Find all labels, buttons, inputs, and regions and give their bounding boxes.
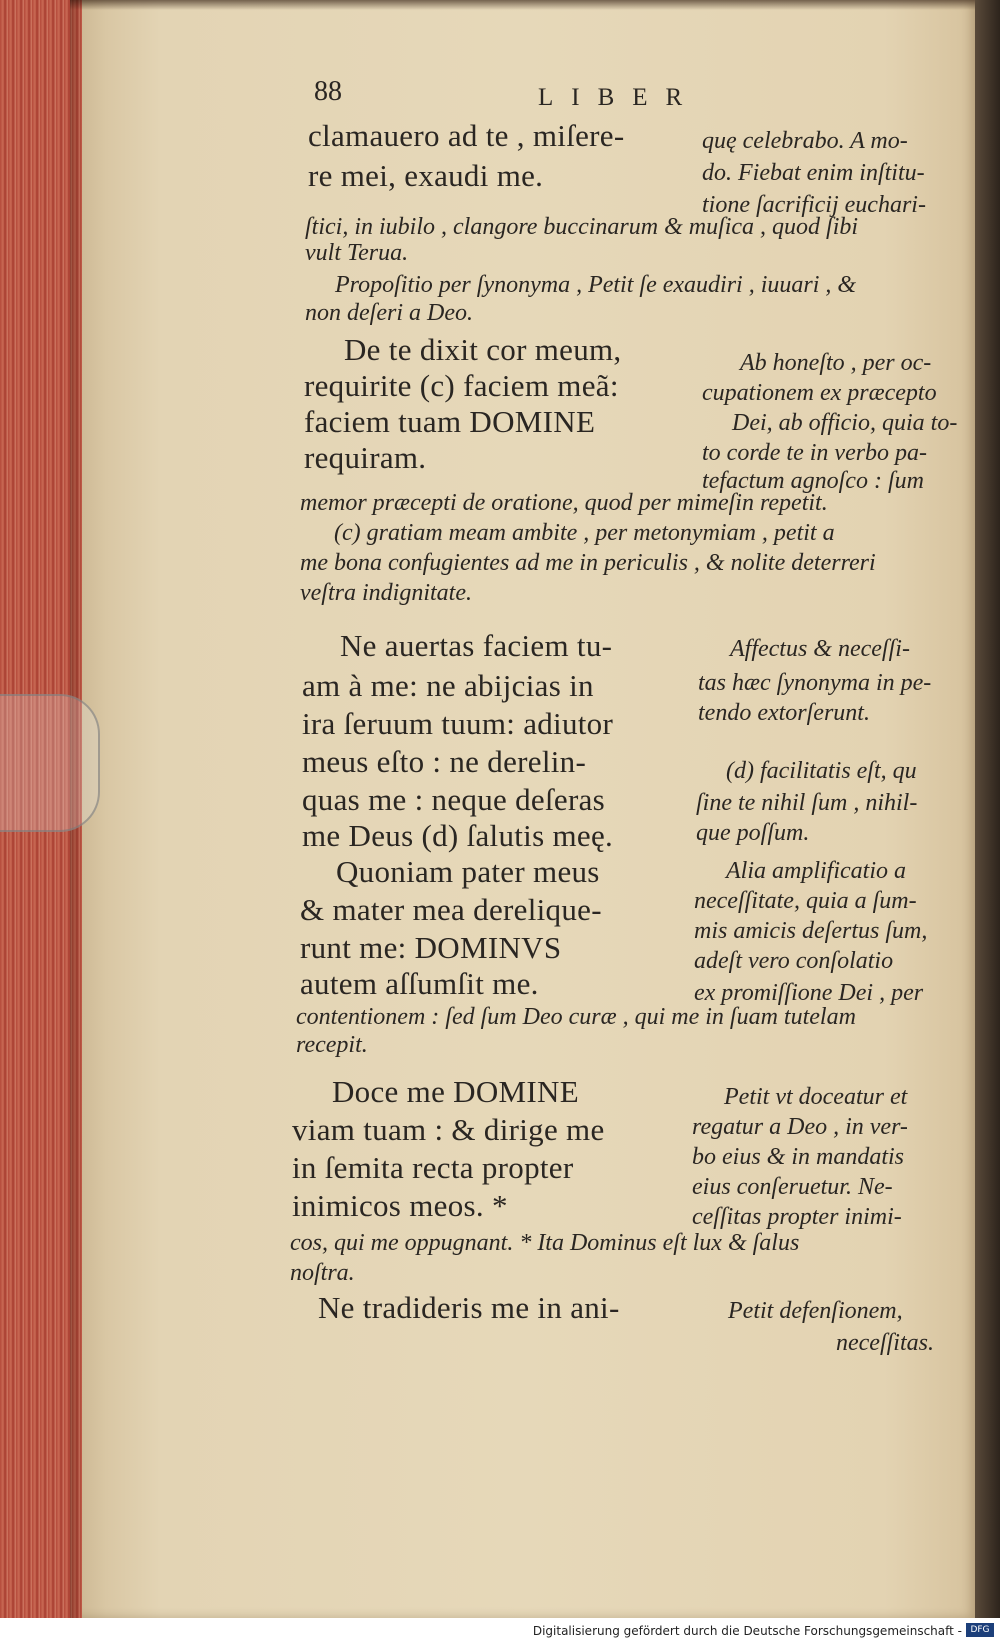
gloss-line: Alia amplificatio a bbox=[726, 858, 906, 884]
main-text-line: me Deus (d) ſalutis meę. bbox=[302, 818, 614, 853]
gloss-line: ceſſitas propter inimi- bbox=[692, 1204, 902, 1230]
gloss-line: que poſſum. bbox=[696, 820, 810, 846]
gloss-line: veſtra indignitate. bbox=[300, 580, 472, 606]
main-text-line: autem aſſumſit me. bbox=[300, 966, 539, 1001]
main-text-line: & mater mea derelique- bbox=[300, 892, 602, 927]
gloss-line: recepit. bbox=[296, 1032, 368, 1058]
gloss-line: Petit defenſionem, bbox=[728, 1298, 903, 1324]
gloss-line: to corde te in verbo pa- bbox=[702, 440, 928, 466]
gloss-line: do. Fiebat enim inſtitu- bbox=[702, 160, 925, 186]
main-text-line: Ne tradideris me in ani- bbox=[318, 1290, 620, 1325]
page-number: 88 bbox=[314, 76, 342, 107]
main-text-line: requirite (c) faciem meã: bbox=[304, 368, 619, 403]
gloss-line: adeſt vero conſolatio bbox=[694, 948, 894, 974]
gloss-line: mis amicis deſertus ſum, bbox=[694, 918, 928, 944]
main-text-line: re mei, exaudi me. bbox=[308, 158, 544, 193]
main-text-line: am à me: ne abijcias in bbox=[302, 668, 594, 703]
gloss-line: eius conſeruetur. Ne- bbox=[692, 1174, 893, 1200]
main-text-line: in ſemita recta propter bbox=[292, 1150, 574, 1185]
gloss-line: neceſſitas. bbox=[836, 1330, 934, 1356]
main-text-line: De te dixit cor meum, bbox=[344, 332, 622, 367]
gloss-line: me bona confugientes ad me in periculis , & nolite deterreri bbox=[300, 550, 876, 576]
main-text-line: runt me: DOMINVS bbox=[300, 930, 562, 965]
gloss-line: regatur a Deo , in ver- bbox=[692, 1114, 908, 1140]
gloss-line: Ab honeſto , per oc- bbox=[740, 350, 932, 376]
gloss-line: ex promiſſione Dei , per bbox=[694, 980, 924, 1006]
gloss-line: (d) facilitatis eſt, qu bbox=[726, 758, 917, 784]
main-text-line: meus eſto : ne derelin- bbox=[302, 744, 587, 779]
gloss-line: tendo extorſerunt. bbox=[698, 700, 870, 726]
gloss-line: Dei, ab officio, quia to- bbox=[732, 410, 958, 436]
main-text-line: ira ſeruum tuum: adiutor bbox=[302, 706, 614, 741]
gloss-line: non deſeri a Deo. bbox=[305, 300, 473, 326]
gloss-line: Propoſitio per ſynonyma , Petit ſe exaudiri , iuuari , & bbox=[335, 272, 857, 298]
gloss-line: memor præcepti de oratione, quod per mimeſin repetit. bbox=[300, 490, 828, 516]
gloss-line: Affectus & neceſſi- bbox=[730, 636, 910, 662]
gloss-line: bo eius & in mandatis bbox=[692, 1144, 905, 1170]
gloss-line: tas hæc ſynonyma in pe- bbox=[698, 670, 932, 696]
main-text-line: viam tuam : & dirige me bbox=[292, 1112, 605, 1147]
main-text-line: Ne auertas faciem tu- bbox=[340, 628, 613, 663]
page-clip bbox=[0, 694, 100, 832]
gloss-line: contentionem : ſed ſum Deo curæ , qui me in ſuam tutelam bbox=[296, 1004, 856, 1030]
dfg-logo: DFG bbox=[966, 1623, 994, 1637]
gloss-line: Petit vt doceatur et bbox=[724, 1084, 908, 1110]
digitization-footer bbox=[0, 1618, 1000, 1643]
gloss-line: (c) gratiam meam ambite , per metonymiam , petit a bbox=[334, 520, 835, 546]
main-text-line: Quoniam pater meus bbox=[336, 854, 600, 889]
main-text-line: faciem tuam DOMINE bbox=[304, 404, 596, 439]
gloss-line: vult Terua. bbox=[305, 240, 409, 266]
gloss-line: ſine te nihil ſum , nihil- bbox=[696, 790, 918, 816]
gloss-line: ſtici, in iubilo , clangore buccinarum & muſica , quod ſibi bbox=[305, 214, 859, 240]
gloss-line: cos, qui me oppugnant. * Ita Dominus eſt lux & ſalus bbox=[290, 1230, 800, 1256]
main-text-line: quas me : neque deſeras bbox=[302, 782, 606, 817]
gloss-line: tefactum agnoſco : ſum bbox=[702, 468, 924, 494]
gloss-line: neceſſitate, quia a ſum- bbox=[694, 888, 917, 914]
gloss-line: tione ſacrificij euchari- bbox=[702, 192, 926, 218]
gloss-line: quę celebrabo. A mo- bbox=[702, 128, 908, 154]
gloss-line: noſtra. bbox=[290, 1260, 355, 1286]
top-shadow bbox=[70, 0, 975, 10]
main-text-line: inimicos meos. * bbox=[292, 1188, 508, 1223]
page-edge-right bbox=[975, 0, 1000, 1618]
gloss-line: cupationem ex præcepto bbox=[702, 380, 937, 406]
running-head: LIBER bbox=[538, 84, 701, 111]
main-text-line: clamauero ad te , miſere- bbox=[308, 118, 625, 153]
main-text-line: requiram. bbox=[304, 440, 427, 475]
main-text-line: Doce me DOMINE bbox=[332, 1074, 579, 1109]
footer-credit: Digitalisierung gefördert durch die Deutsche Forschungsgemeinschaft - bbox=[532, 1624, 962, 1638]
